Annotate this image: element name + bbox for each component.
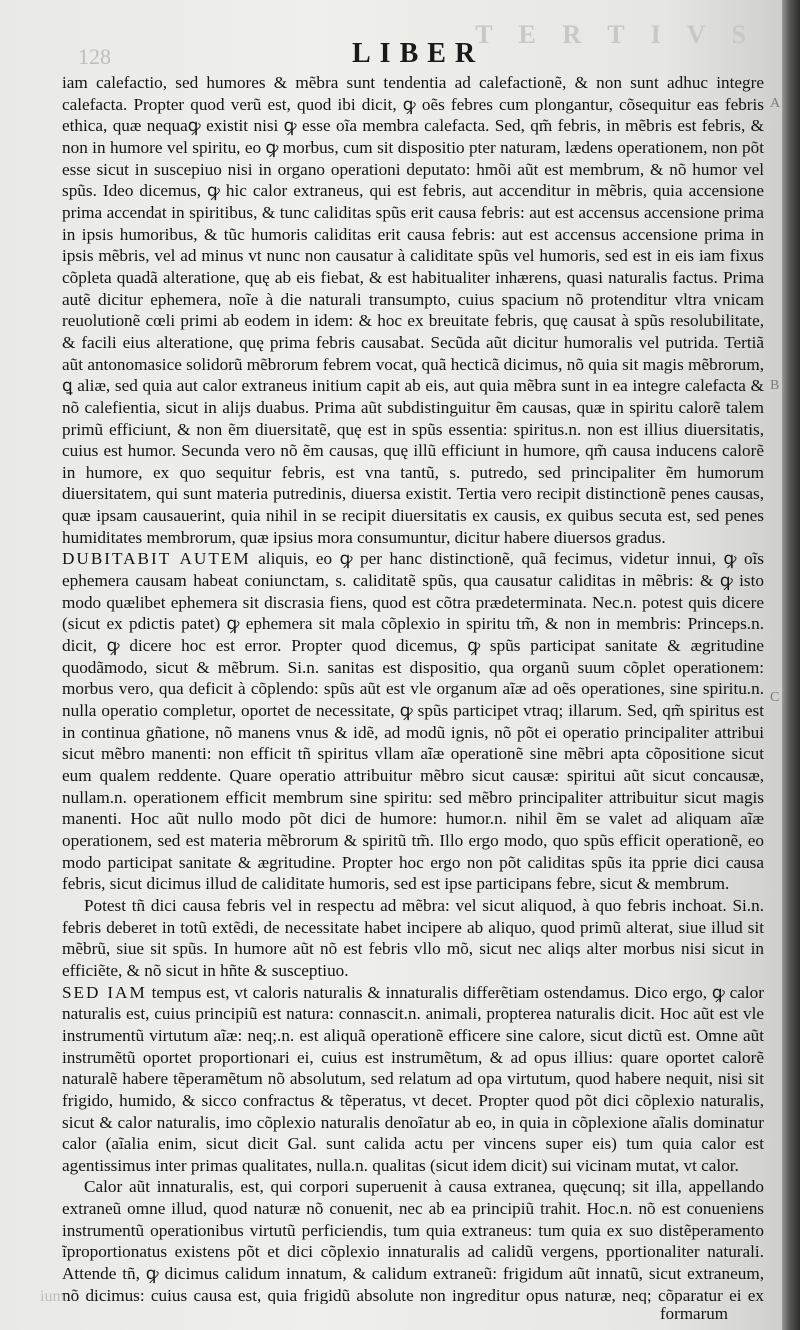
catchword: formarum	[660, 1304, 728, 1323]
running-head: LIBER	[352, 38, 485, 69]
text-block	[62, 72, 764, 1304]
margin-letter-c: C	[770, 690, 780, 705]
paragraph: DUBITABIT AUTEM aliquis, eo ꝙ per hanc distinctionẽ, quã fecimus, videtur innui, ꝙ oĩs ephemera causam habeat coniunctam, s. caliditatẽ spũs, qua causatur caliditas in mẽbris: & ꝙ isto modo quælibet ephemera sit discrasia fiens, quod est cõtra prædeterminata. Nec.n. potest quis dicere (sicut ex pdictis patet) ꝙ ephemera sit mala cõplexio in spiritu tm̃, & non in membris: Princeps.n. dicit, ꝙ dicere hoc est error. Propter quod dicemus, ꝙ spũs participat sanitate & ægritudine quodãmodo, sicut & mẽbrum. Si.n. sanitas est dispositio, qua organũ suum cõplet operationem: morbus vero, qua deficit à cõplendo: spũs aũt est vle organum aĩæ ad oẽs operationes, sine spiritu.n. nulla operatio completur, oportet de necessitate, ꝙ spũs participet vtraq; illarum. Sed, qm̃ spiritus est in continua gñatione, nõ manens vnus & idẽ, ad modũ ignis, nõ põt ei operatio principaliter attribui sicut mẽbro manenti: non efficit tñ spiritus vllam aĩæ operationẽ sine mẽbri apta cõpositione sicut eum qualem reddente. Quare operatio attribuitur mẽbro sicut causæ: spiritui aũt sicut concausæ, nullam.n. operationem efficit membrum sine spiritu: sed mẽbro principaliter attribuitur sicut magis manenti. Hoc aũt nullo modo põt dici de humore: humor.n. nihil ẽm se valet ad aliquam aĩæ operationem, sed est materia mẽbrorum & spiritũ tm̃. Illo ergo modo, quo spũs efficit operationẽ, eo modo participat sanitate & ægritudine. Propter hoc ergo non põt caliditas spũs ita pprie dici causa febris, sicut dicimus illud de caliditate humoris, sed est ipse participans febre, sicut & membrum.	[62, 549, 764, 894]
paragraph-lead: DUBITABIT AUTEM	[62, 549, 251, 569]
paragraph: iam calefactio, sed humores & mẽbra sunt tendentia ad calefactionẽ, & non sunt adhuc integre calefacta. Propter quod verũ est, quod ibi dicit, ꝙ oẽs febres cum plongantur, cõsequitur eas febris ethica, quæ nequaꝙ existit nisi ꝙ esse oĩa membra calefacta. Sed, qm̃ febris, in mẽbris est febris, & non in humore vel spiritu, eo ꝙ morbus, cum sit dispositio pter naturam, lædens operationem, non põt esse sicut in suscepiuo nisi in organo operationi deputato: hmõi aũt est membrum, & nõ humor vel spũs. Ideo dicemus, ꝙ hic calor extraneus, qui est febris, aut accenditur in mẽbris, quia accensione prima accendat in spiritibus, & tunc caliditas spũs erit causa febris: aut est accensus accensione prima in ipsis humoribus, & tũc humoris caliditas erit causa febris: aut est accensus accensione prima in ipsis mẽbris, vel ad minus vt nunc non causatur à caliditate spũs vel humoris, sed est in eis iam fixus cõpleta quadã alteratione, quę ab eis fiebat, & est habitualiter inhærens, quasi naturalis factus. Prima autẽ dicitur ephemera, noĩe à die naturali transumpto, cuius spacium nõ protenditur vltra vnicam reuolutionẽ cœli primi ab eodem in idem: & hoc ex breuitate febris, quę causat à spũs resolubilitate, & facili eius alteratione, quę prima febris causabat. Secũda aũt dicitur humoralis vel putrida. Tertiã aũt antonomasice solidorũ mẽbrorum febrem vocat, quã hecticã dicimus, nõ quia sit magis mẽbrorum, ꝗ aliæ, sed quia aut calor extraneus initium capit ab eis, aut quia mẽbra sunt in ea integre calefacta & nõ calefientia, sicut in alijs duabus. Prima aũt subdistinguitur ẽm causas, quæ in spiritu calorẽ talem primũ efficiunt, & non ẽm diuersitatẽ, quę est in spũs essentia: spiritus.n. non est illius diuersitatis, cuius est humor. Secunda vero nõ ẽm causas, quę illũ efficiunt in humore, qm̃ causa inducens calorẽ in humore, ex quo sequitur febris, est vna tantũ, s. putredo, sed principaliter ẽm humorum diuersitatem, qui sunt materia putredinis, diuersa existit. Tertia vero recipit distinctionẽ penes causas, quæ ipsam causauerint, quia nihil in se recipit diuersitatis ex causis, ex quibus secuta est, sed penes humiditates membrorum, quæ ipsius mora consumuntur, dicitur habere diuersos gradus.	[62, 73, 764, 547]
paragraph: SED IAM tempus est, vt caloris naturalis & innaturalis differẽtiam ostendamus. Dico ergo, ꝙ calor naturalis est, cuius principiũ est natura: connascit.n. animali, propterea naturalis dicit. Hoc aũt est vle instrumentũ virtutum aĩæ: neq;.n. est aliquã operationẽ efficere sine calore, sicut dictũ est. Omne aũt instrumẽtũ oportet proportionari ei, cuius est instrumẽtum, & ad opus illius: quare oportet calorẽ naturalẽ habere tẽperamẽtum nõ absolutum, sed relatum ad opa virtutum, quod habere nequit, nisi sit frigido, humido, & sicco confractus & tẽperatus, vt decet. Propter quod põt dici cõplexio naturalis, sicut & calor naturalis, imo cõplexio naturalis denoĩatur ab eo, in quia in cõplexione aĩalis dominatur calor (aĩalia enim, sicut dicit Gal. sunt calida actu per vincens super eis) tum quia calor est agentissimus inter primas qualitates, nulla.n. qualitas (sicut idem dicit) sui vicinam mutat, vt calor.	[62, 982, 764, 1175]
paragraph-lead: SED IAM	[62, 982, 147, 1002]
page-number: 128	[78, 44, 111, 69]
book-gutter-edge	[782, 0, 800, 1330]
margin-letter-a: A	[770, 96, 781, 111]
margin-letter-b: B	[770, 378, 780, 393]
paragraph: Potest tñ dici causa febris vel in respectu ad mẽbra: vel sicut aliquod, à quo febris inchoat. Si.n. febris deberet in totũ extẽdi, de necessitate habet incipere ab aliquo, quod primũ alterat, siue illud sit mẽbrũ, siue sit spũs. In humore aũt nõ est febris vllo mõ, sicut nec aliqs alter morbus nisi sicut in efficiẽte, & nõ sicut in hñte & susceptiuo.	[62, 895, 764, 980]
paragraph: Calor aũt innaturalis, est, qui corpori superuenit à causa extranea, quęcunq; sit illa, appellando extraneũ omne illud, quod naturæ nõ conuenit, nec ab ea principiũ trahit. Hoc.n. nõ est conueniens instrumentũ operationibus virtutũ perficiendis, tum quia extraneus: tum quia ex suo distẽperamento ĩproportionatus existens põt et dici cõplexio innaturalis ad calidũ vergens, pportionaliter naturali. Attende tñ, ꝙ dicimus calidum innatum, & calidum extraneũ: frigidum aũt innatũ, sicut extraneum, nõ dicimus: cuius causa est, quia frigidũ absolute non ingreditur opus naturæ, neq; cõparatur ei ex	[62, 1177, 764, 1304]
bleed-through-bottom: ium	[40, 1288, 65, 1305]
bleed-through-heading: T E R T I V S	[475, 20, 756, 49]
